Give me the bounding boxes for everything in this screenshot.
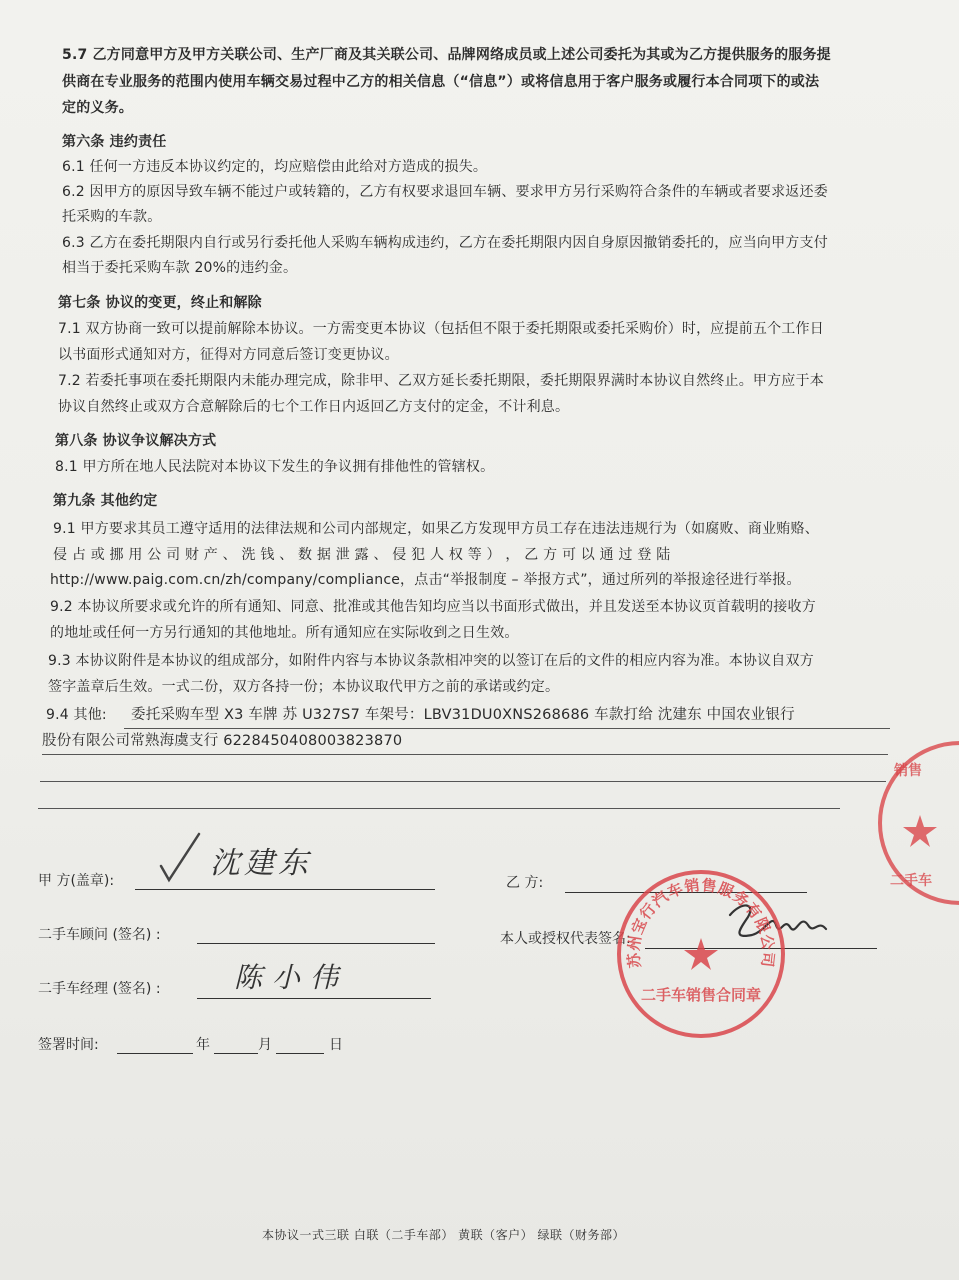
- article-6-title: 第六条 违约责任: [62, 134, 167, 150]
- underline-9-4-4: [38, 808, 840, 809]
- clause-5-7-line3: 定的义务。: [62, 100, 133, 116]
- checkmark-icon: [155, 828, 205, 888]
- clause-6-3-line1: 6.3 乙方在委托期限内自行或另行委托他人采购车辆构成违约，乙方在委托期限内因自身原因撤销委托的，应当向甲方支付: [62, 235, 828, 251]
- clause-6-2-line2: 托采购的车款。: [62, 209, 162, 225]
- clause-9-2-line1: 9.2 本协议所要求或允许的所有通知、同意、批准或其他告知均应当以书面形式做出，并且发送至本协议页首载明的接收方: [50, 599, 816, 615]
- date-month-label: 月: [258, 1037, 272, 1053]
- clause-9-1-line1: 9.1 甲方要求其员工遵守适用的法律法规和公司内部规定，如果乙方发现甲方员工存在违法违规行为（如腐败、商业贿赂、: [53, 521, 819, 537]
- article-7-title: 第七条 协议的变更，终止和解除: [58, 295, 262, 311]
- clause-7-1-line2: 以书面形式通知对方，征得对方同意后签订变更协议。: [58, 347, 399, 363]
- date-day-label: 日: [329, 1037, 343, 1053]
- date-day-line: [276, 1053, 324, 1054]
- date-month-line: [214, 1053, 258, 1054]
- clause-9-4-line2: 股份有限公司常熟海虞支行 6228450408003823870: [42, 733, 403, 749]
- clause-9-3-line1: 9.3 本协议附件是本协议的组成部分，如附件内容与本协议条款相冲突的以签订在后的文件的相应内容为准。本协议自双方: [48, 653, 814, 669]
- seal-name-text: 二手车销售合同章: [640, 986, 762, 1004]
- partial-seal-star-icon: [903, 815, 937, 847]
- date-year-line: [117, 1053, 193, 1054]
- clause-9-1-line2: 侵 占 或 挪 用 公 司 财 产 、 洗 钱 、 数 据 泄 露 、 侵 犯 人 权 等 ） ， 乙 方 可 以 通 过 登 陆: [53, 547, 671, 563]
- clause-9-4-line1: 委托采购车型 X3 车牌 苏 U327S7 车架号：LBV31DU0XNS268686 车款打给 沈建东 中国农业银行: [131, 707, 795, 723]
- clause-9-4-label: 9.4 其他:: [46, 707, 107, 723]
- clause-9-3-line2: 签字盖章后生效。一式二份，双方各持一份；本协议取代甲方之前的承诺或约定。: [48, 679, 560, 695]
- clause-9-2-line2: 的地址或任何一方另行通知的其他地址。所有通知应在实际收到之日生效。: [50, 625, 519, 641]
- manager-label: 二手车经理 (签名) :: [38, 981, 161, 997]
- underline-9-4-3: [40, 781, 886, 782]
- partial-seal: [860, 735, 959, 910]
- clause-6-1: 6.1 任何一方违反本协议约定的，均应赔偿由此给对方造成的损失。: [62, 159, 488, 175]
- underline-9-4-1: [124, 728, 890, 729]
- clause-7-1-line1: 7.1 双方协商一致可以提前解除本协议。一方需变更本协议（包括但不限于委托期限或委托采购价）时，应提前五个工作日: [58, 321, 824, 337]
- party-a-sign-line: [135, 889, 435, 890]
- footer-copies-note: 本协议一式三联 白联（二手车部） 黄联（客户） 绿联（财务部）: [262, 1228, 625, 1242]
- party-b-label: 乙 方:: [506, 875, 544, 891]
- article-9-title: 第九条 其他约定: [53, 493, 158, 509]
- clause-7-2-line1: 7.2 若委托事项在委托期限内未能办理完成，除非甲、乙双方延长委托期限，委托期限界满时本协议自然终止。甲方应于本: [58, 373, 824, 389]
- article-8-title: 第八条 协议争议解决方式: [55, 433, 217, 449]
- party-a-signature: 沈建东: [210, 846, 312, 881]
- seal-star-icon: [684, 938, 718, 970]
- clause-5-7-line2: 供商在专业服务的范围内使用车辆交易过程中乙方的相关信息（“信息”）或将信息用于客户服务或履行本合同项下的或法: [62, 74, 820, 90]
- clause-7-2-line2: 协议自然终止或双方合意解除后的七个工作日内返回乙方支付的定金，不计利息。: [58, 399, 570, 415]
- clause-5-7-line1: 5.7 乙方同意甲方及甲方关联公司、生产厂商及其关联公司、品牌网络成员或上述公司委托为其或为乙方提供服务的服务提: [62, 47, 831, 63]
- clause-8-1: 8.1 甲方所在地人民法院对本协议下发生的争议拥有排他性的管辖权。: [55, 459, 495, 475]
- date-year-label: 年: [196, 1037, 210, 1053]
- clause-6-2-line1: 6.2 因甲方的原因导致车辆不能过户或转籍的，乙方有权要求退回车辆、要求甲方另行采购符合条件的车辆或者要求返还委: [62, 184, 828, 200]
- clause-9-1-line3: http://www.paig.com.cn/zh/company/compliance，点击“举报制度 – 举报方式”，通过所列的举报途径进行举报。: [50, 572, 801, 588]
- manager-sign-line: [197, 998, 431, 999]
- advisor-label: 二手车顾问 (签名) :: [38, 927, 161, 943]
- clause-6-3-line2: 相当于委托采购车款 20%的违约金。: [62, 260, 298, 276]
- partial-seal-text2: 二手车: [890, 873, 932, 889]
- party-a-label: 甲 方(盖章):: [38, 873, 115, 889]
- date-label: 签署时间:: [38, 1037, 99, 1053]
- manager-signature: 陈小伟: [234, 961, 349, 994]
- rep-label: 本人或授权代表签名:: [500, 931, 631, 947]
- underline-9-4-2: [42, 754, 888, 755]
- partial-seal-text1: 销售: [894, 763, 922, 779]
- company-seal: [615, 868, 787, 1040]
- seal-company-name: 苏州宝行汽车销售服务有限公司: [624, 875, 778, 969]
- advisor-sign-line: [197, 943, 435, 944]
